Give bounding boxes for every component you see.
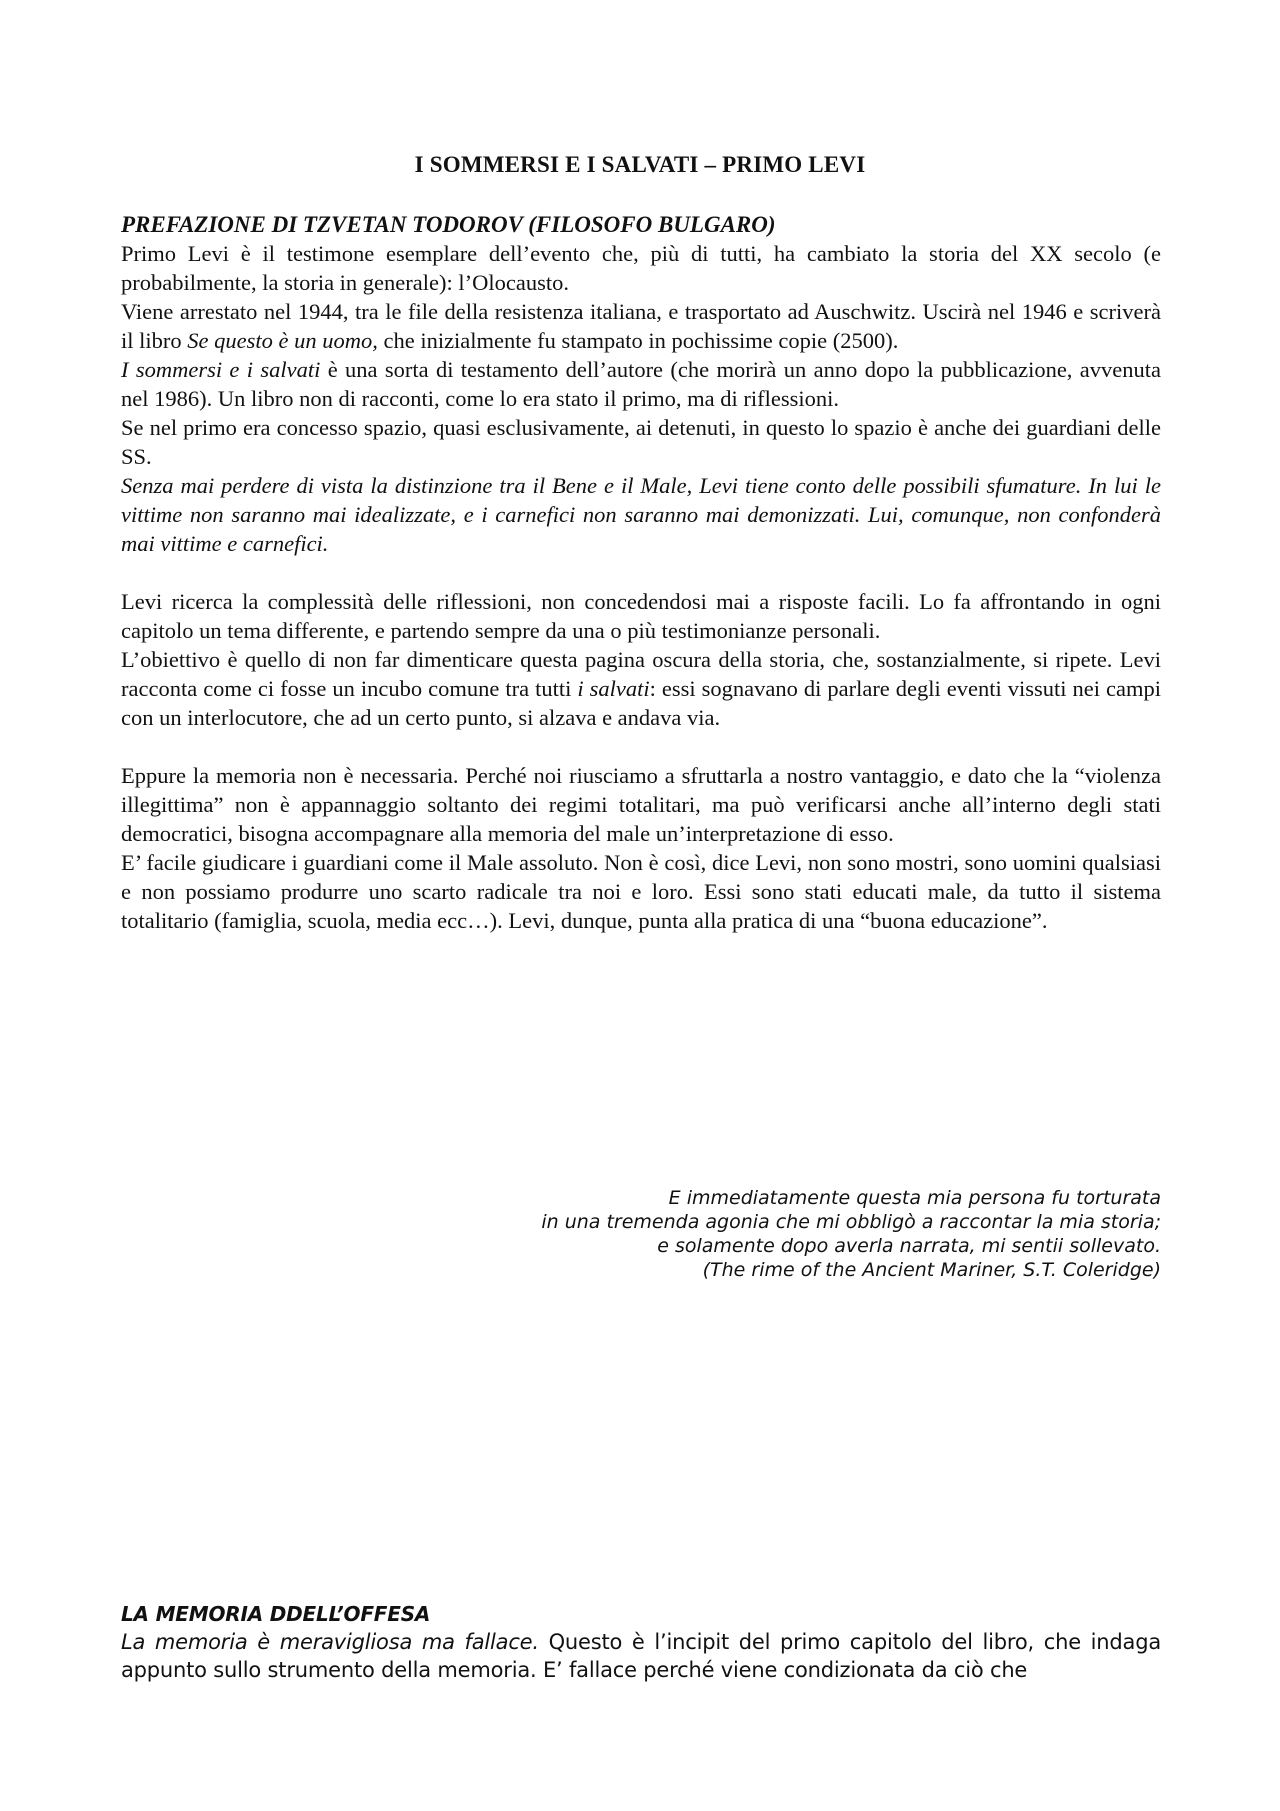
preface-paragraph-2 <box>121 297 1161 355</box>
preface-p2-text-c: che inizialmente fu stampato in pochissime copie (2500). <box>377 328 899 353</box>
preface-paragraph-3 <box>121 355 1161 413</box>
preface-p3-text: è una sorta di testamento dell’autore (che morirà un anno dopo la pubblicazione, avvenuta nel 1986). Un libro non di racconti, come lo era stato il primo, ma di riflessioni. <box>121 357 1161 411</box>
epigraph-line-1: E immediatamente questa mia persona fu torturata <box>668 1187 1161 1209</box>
epigraph <box>401 1186 1161 1282</box>
paragraph-gap <box>121 732 1161 761</box>
book-title-se-questo: Se questo è un uomo, <box>187 328 378 353</box>
paragraph-gap <box>121 558 1161 587</box>
preface-paragraph-7 <box>121 645 1161 732</box>
preface-p7-text-c: : essi sognavano di parlare degli eventi vissuti nei campi con un interlocutore, che ad un certo punto, si alzava e andava via. <box>121 676 1161 730</box>
memoria-paragraph-1 <box>121 1628 1161 1684</box>
document-title: I SOMMERSI E I SALVATI – PRIMO LEVI <box>414 152 866 177</box>
preface-p7-text-a: L’obiettivo è quello di non far dimenticare questa pagina oscura della storia, che, sostanzialmente, si ripete. Levi racconta come ci fosse un incubo comune tra tutti <box>121 647 1161 701</box>
memoria-section <box>121 1600 1161 1684</box>
preface-paragraph-9: E’ facile giudicare i guardiani come il Male assoluto. Non è così, dice Levi, non sono mostri, sono uomini qualsiasi e non possiamo produrre uno scarto radicale tra noi e loro. Essi sono stati educati male, da tutto il sistema totalitario (famiglia, scuola, media ecc…). Levi, dunque, punta alla pratica di una “buona educazione”. <box>121 850 1161 933</box>
preface-paragraph-1: Primo Levi è il testimone esemplare dell’evento che, più di tutti, ha cambiato la storia del XX secolo (e probabilmente, la storia in generale): l’Olocausto. <box>121 241 1161 295</box>
preface-heading: PREFAZIONE DI TZVETAN TODOROV (FILOSOFO BULGARO) <box>121 212 776 237</box>
preface-p2-text-a: Viene arrestato nel 1944, tra le file della resistenza italiana, e trasportato ad Auschwitz. Uscirà nel 1946 e scriverà il libro <box>121 299 1161 353</box>
epigraph-line-3: e solamente dopo averla narrata, mi sentii sollevato. <box>657 1235 1161 1257</box>
preface-paragraph-8: Eppure la memoria non è necessaria. Perché noi riusciamo a sfruttarla a nostro vantaggio, e dato che la “violenza illegittima” non è appannaggio soltanto dei regimi totalitari, ma può verificarsi anche all’interno degli stati democratici, bisogna accompagnare alla memoria del male un’interpretazione di esso. <box>121 763 1161 846</box>
epigraph-source: (The rime of the Ancient Mariner, S.T. Coleridge) <box>702 1259 1161 1281</box>
memoria-heading: LA MEMORIA DDELL’OFFESA <box>121 1602 431 1626</box>
memoria-intro-text: Questo è l’incipit del primo capitolo del libro, che indaga appunto sullo strumento della memoria. E’ fallace perché viene condizionata da ciò che <box>121 1630 1161 1682</box>
preface-paragraph-5: Senza mai perdere di vista la distinzione tra il Bene e il Male, Levi tiene conto delle possibili sfumature. In lui le vittime non saranno mai idealizzate, e i carnefici non saranno mai demonizzati. Lui, comunque, non confonderà mai vittime e carnefici. <box>121 473 1161 556</box>
epigraph-line-2: in una tremenda agonia che mi obbligò a raccontar la mia storia; <box>541 1211 1161 1233</box>
i-salvati-italic: i salvati <box>577 676 650 701</box>
preface-paragraph-6: Levi ricerca la complessità delle riflessioni, non concedendosi mai a risposte facili. Lo fa affrontando in ogni capitolo un tema differente, e partendo sempre da una o più testimonianze personali. <box>121 589 1161 643</box>
book-title-sommersi: I sommersi e i salvati <box>121 357 321 382</box>
preface-section <box>121 210 1161 935</box>
memoria-intro-italic: La memoria è meravigliosa ma fallace. <box>121 1630 539 1654</box>
preface-paragraph-4: Se nel primo era concesso spazio, quasi esclusivamente, ai detenuti, in questo lo spazio è anche dei guardiani delle SS. <box>121 415 1161 469</box>
